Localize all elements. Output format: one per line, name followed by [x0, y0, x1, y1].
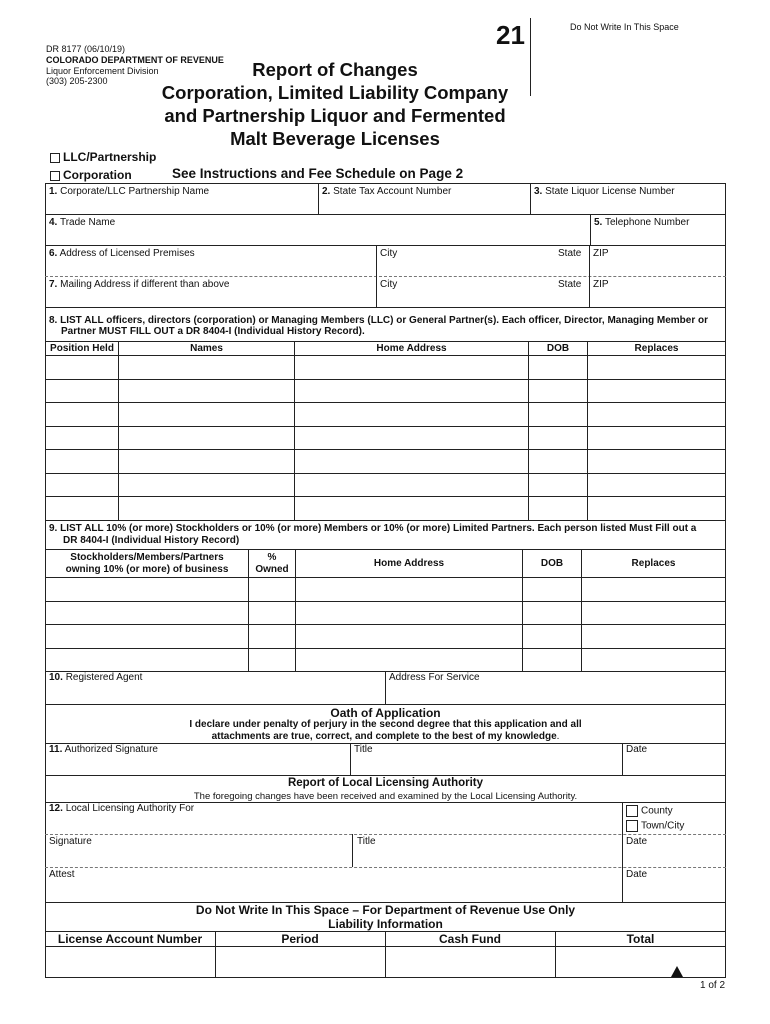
row-divider [45, 704, 726, 705]
table-row[interactable] [46, 473, 726, 497]
town-city-label: Town/City [641, 820, 685, 832]
field-oath-title[interactable]: Title [354, 744, 373, 755]
title-line-3: and Partnership Liquor and Fermented [164, 105, 506, 126]
row-divider [45, 867, 726, 868]
col-home-address: Home Address [296, 550, 523, 578]
col-stockholders-line2: owning 10% (or more) of business [65, 563, 229, 575]
col-divider [530, 183, 531, 214]
table-row[interactable] [46, 379, 726, 403]
county-label: County [641, 805, 673, 817]
field-address-for-service[interactable]: Address For Service [389, 672, 480, 683]
section8-instructions [49, 315, 721, 337]
title-line-1: Report of Changes [252, 59, 418, 80]
department-name: COLORADO DEPARTMENT OF REVENUE [46, 55, 224, 65]
col-stockholders [46, 550, 249, 578]
table-row[interactable] [46, 625, 726, 649]
field-corporate-name[interactable]: 1. Corporate/LLC Partnership Name [49, 186, 210, 197]
col-divider [318, 183, 319, 214]
field-attest[interactable]: Attest [49, 869, 75, 880]
field-mailing-address[interactable]: 7. Mailing Address if different than above [49, 279, 230, 290]
col-divider [352, 834, 353, 867]
field-state-tax-account[interactable]: 2. State Tax Account Number [322, 186, 452, 197]
checkbox-box[interactable] [626, 805, 638, 817]
field-trade-name[interactable]: 4. Trade Name [49, 217, 116, 228]
col-total: Total [626, 932, 655, 946]
col-replaces: Replaces [588, 342, 726, 356]
row-divider [45, 834, 726, 835]
table-row[interactable] [46, 601, 726, 625]
do-not-write-label: Do Not Write In This Space [570, 22, 679, 32]
county-checkbox[interactable] [626, 805, 673, 817]
checkbox-box[interactable] [626, 820, 638, 832]
section9-line1: 9. LIST ALL 10% (or more) Stockholders or 10% (or more) Members or 10% (or more) Limited Partners. Each person listed Must Fill out a [49, 523, 697, 534]
town-city-checkbox[interactable] [626, 820, 684, 832]
field-registered-agent[interactable]: 10. Registered Agent [49, 672, 143, 683]
division-name: Liquor Enforcement Division [46, 66, 159, 76]
field-state-liquor-license[interactable]: 3. State Liquor License Number [534, 186, 675, 197]
col-stockholders-line1: Stockholders/Members/Partners [70, 551, 224, 563]
field-premises-state[interactable]: State [558, 248, 582, 259]
checkbox-box[interactable] [50, 171, 60, 181]
field-mailing-city[interactable]: City [380, 279, 398, 290]
field-telephone[interactable]: 5. Telephone Number [594, 217, 690, 228]
corporation-checkbox[interactable] [50, 168, 132, 182]
oath-text [45, 719, 726, 743]
stockholders-table [45, 549, 726, 672]
col-license-account-number: License Account Number [57, 932, 203, 946]
col-position-held: Position Held [46, 342, 119, 356]
field-local-title[interactable]: Title [357, 836, 376, 847]
form-code: DR 8177 (06/10/19) [46, 44, 126, 54]
oath-title: Oath of Application [330, 706, 441, 720]
local-authority-statement: The foregoing changes have been received and examined by the Local Licensing Authority. [193, 791, 578, 802]
instructions-note: See Instructions and Fee Schedule on Page 2 [172, 166, 464, 181]
col-divider [590, 214, 591, 245]
col-names: Names [119, 342, 295, 356]
field-premises-city[interactable]: City [380, 248, 398, 259]
field-mailing-zip[interactable]: ZIP [593, 279, 609, 290]
row-divider [45, 245, 726, 246]
table-row[interactable] [46, 450, 726, 474]
section9-instructions [49, 523, 721, 547]
col-divider [385, 671, 386, 704]
corporation-label: Corporation [63, 168, 132, 182]
col-percent-line1: % [267, 551, 277, 563]
field-authorized-signature[interactable]: 11. Authorized Signature [49, 744, 158, 755]
table-row[interactable] [46, 497, 726, 521]
table-row[interactable] [46, 426, 726, 450]
field-premises-zip[interactable]: ZIP [593, 248, 609, 259]
col-divider [622, 743, 623, 775]
llc-partnership-checkbox[interactable] [50, 150, 156, 164]
page-number: 1 of 2 [700, 980, 726, 991]
col-replaces: Replaces [582, 550, 726, 578]
row-divider [45, 276, 726, 277]
table-row[interactable] [46, 403, 726, 427]
col-dob: DOB [529, 342, 588, 356]
form-number: 21 [496, 20, 525, 50]
title-line-2: Corporation, Limited Liability Company [161, 82, 509, 103]
col-divider [589, 245, 590, 307]
col-dob: DOB [523, 550, 582, 578]
col-percent-line2: Owned [255, 563, 289, 575]
llc-partnership-label: LLC/Partnership [63, 150, 157, 164]
officers-table-header [46, 342, 726, 356]
field-licensed-premises[interactable]: 6. Address of Licensed Premises [49, 248, 195, 259]
triangle-icon [671, 966, 683, 977]
col-divider [622, 802, 623, 902]
row-divider [45, 214, 726, 215]
table-row[interactable] [46, 578, 726, 602]
title-line-4: Malt Beverage Licenses [230, 128, 440, 149]
liability-info-title: Liability Information [328, 917, 443, 931]
col-divider [350, 743, 351, 775]
oath-line1: I declare under penalty of perjury in the second degree that this application and all [189, 719, 582, 730]
row-divider [45, 775, 726, 776]
col-percent-owned [249, 550, 296, 578]
col-cash-fund: Cash Fund [439, 932, 501, 946]
field-local-date[interactable]: Date [626, 836, 648, 847]
header-divider [530, 18, 531, 96]
dor-use-title: Do Not Write In This Space – For Department of Revenue Use Only [195, 903, 576, 917]
field-local-authority-for[interactable]: 12. Local Licensing Authority For [49, 803, 195, 814]
row-divider [45, 307, 726, 308]
col-period: Period [281, 932, 319, 946]
checkbox-box[interactable] [50, 153, 60, 163]
oath-line2: attachments are true, correct, and complete to the best of my knowledge. [211, 731, 560, 742]
table-row[interactable] [46, 648, 726, 672]
field-attest-date[interactable]: Date [626, 869, 648, 880]
division-phone: (303) 205-2300 [46, 76, 108, 86]
col-home-address: Home Address [295, 342, 529, 356]
field-mailing-state[interactable]: State [558, 279, 582, 290]
section8-line2: Partner MUST FILL OUT a DR 8404-I (Individual History Record). [61, 326, 365, 337]
section8-line1: 8. LIST ALL officers, directors (corporation) or Managing Members (LLC) or General Partner(s). Each officer, Director, Managing Member or [49, 315, 709, 326]
col-divider [376, 245, 377, 307]
stockholders-table-header [46, 550, 726, 578]
field-local-signature[interactable]: Signature [49, 836, 92, 847]
section9-line2: DR 8404-I (Individual History Record) [63, 535, 240, 546]
page-title [150, 58, 520, 150]
local-authority-title: Report of Local Licensing Authority [287, 777, 484, 789]
table-row[interactable] [46, 356, 726, 380]
field-oath-date[interactable]: Date [626, 744, 648, 755]
officers-table [45, 341, 726, 521]
